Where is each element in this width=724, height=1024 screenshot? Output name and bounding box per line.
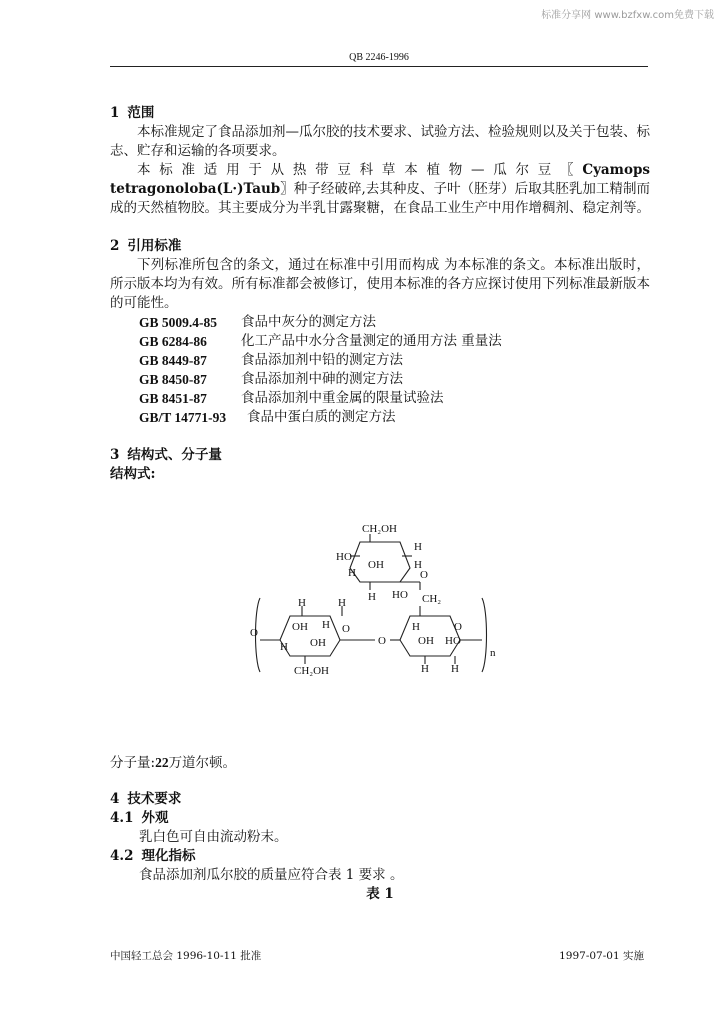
o-label: O	[250, 627, 258, 639]
reference-item	[110, 370, 650, 389]
h-label: H	[280, 641, 288, 653]
oh-label: OH	[418, 635, 434, 647]
scope-text-pre: 本标准适用于从热带豆科草本植物—瓜尔豆〖	[137, 162, 583, 178]
scope-text-post: 〗种子经破碎,去其种皮、子叶（胚芽）后取其胚乳加工精制而成的天然植物胶。其主要成分为半乳甘露聚糖，在食品工业生产中用作增稠剂、稳定剂等。	[110, 181, 650, 216]
subsection-title: 外观	[141, 810, 169, 826]
latin-species-name: Cyamops tetragonoloba(L·)Taub	[110, 162, 650, 197]
reference-item	[110, 313, 650, 332]
spec-text: 食品添加剂瓜尔胶的质量应符合表 1 要求 。	[139, 867, 404, 883]
left-ring	[280, 616, 340, 656]
reference-title: 食品中蛋白质的测定方法	[247, 409, 396, 425]
section-number: 1	[110, 105, 120, 121]
repeat-n-label: n	[490, 647, 496, 659]
watermark: 标准分享网 www.bzfxw.com免费下载	[541, 10, 714, 21]
h-label: H	[298, 597, 306, 609]
references-intro: 下列标准所包含的条文，通过在标准中引用而构成 为本标准的条文。本标准出版时，所示版本均为有效。所有标准都会被修订，使用本标准的各方应探讨使用下列标准最新版本的可能性。	[110, 257, 650, 311]
section-number: 3	[110, 447, 120, 463]
ho-label: HO	[445, 635, 461, 647]
o-label: O	[454, 621, 462, 633]
reference-title: 食品添加剂中铅的测定方法	[241, 352, 403, 368]
reference-code: GB/T 14771-93	[139, 410, 227, 425]
o-label: O	[342, 623, 350, 635]
structural-formula-diagram	[250, 520, 510, 680]
h-label: H	[414, 559, 422, 571]
reference-item	[110, 332, 650, 351]
section-title: 技术要求	[127, 791, 182, 807]
h-label: H	[451, 663, 459, 675]
section-4	[110, 790, 650, 904]
h-label: H	[348, 567, 356, 579]
h-label: H	[338, 597, 346, 609]
oh-label: OH	[368, 559, 384, 571]
scope-paragraph-2	[110, 161, 650, 218]
h-label: H	[322, 619, 330, 631]
mw-value: 22	[155, 755, 169, 770]
footer-approval: 中国轻工总会 1996-10-11 批准	[110, 950, 262, 962]
section-1-heading	[110, 104, 650, 123]
h-label: H	[368, 591, 376, 603]
table-caption: 表 1	[366, 886, 394, 902]
formula-label: 结构式:	[110, 466, 156, 482]
h-label: H	[421, 663, 429, 675]
ch2oh-bottom-label: CH₂OH	[294, 665, 330, 677]
header-rule	[110, 66, 648, 67]
ch2oh-top-label: CH₂OH	[362, 523, 398, 535]
reference-code: GB 8449-87	[139, 353, 207, 368]
reference-title: 食品中灰分的测定方法	[241, 314, 376, 330]
oh-label: OH	[310, 637, 326, 649]
section-number: 4	[110, 791, 120, 807]
subsection-4-2-heading	[110, 847, 650, 866]
reference-code: GB 8450-87	[139, 372, 207, 387]
section-4-heading	[110, 790, 650, 809]
ho-label: HO	[392, 589, 408, 601]
reference-code: GB 6284-86	[139, 334, 207, 349]
page-header: QB 2246-1996	[349, 52, 409, 63]
section-2-heading	[110, 237, 650, 256]
ho-label: HO	[336, 551, 352, 563]
appearance-text: 乳白色可自由流动粉末。	[139, 829, 288, 845]
footer-implementation: 1997-07-01 实施	[559, 950, 644, 962]
o-label: O	[378, 635, 386, 647]
h-label: H	[412, 621, 420, 633]
reference-title: 食品添加剂中砷的测定方法	[241, 371, 403, 387]
reference-item	[110, 351, 650, 370]
reference-item	[110, 408, 650, 427]
subsection-4-1-heading	[110, 809, 650, 828]
o-label: O	[420, 569, 428, 581]
mw-unit: 万道尔顿。	[168, 755, 237, 771]
section-title: 范围	[127, 105, 155, 121]
h-label: H	[414, 541, 422, 553]
scope-paragraph-1: 本标准规定了食品添加剂—瓜尔胶的技术要求、试验方法、检验规则以及关于包装、标志、贮存和运输的各项要求。	[110, 124, 650, 159]
reference-title: 食品添加剂中重金属的限量试验法	[241, 390, 444, 406]
subsection-number: 4.2	[110, 848, 134, 864]
reference-title: 化工产品中水分含量测定的通用方法 重量法	[241, 333, 502, 349]
subsection-number: 4.1	[110, 810, 134, 826]
mw-label: 分子量:	[110, 755, 156, 771]
subsection-title: 理化指标	[141, 848, 196, 864]
main-content	[110, 104, 650, 484]
section-3-heading	[110, 446, 650, 465]
oh-label: OH	[292, 621, 308, 633]
molecular-weight	[110, 751, 236, 771]
section-title: 引用标准	[127, 238, 182, 254]
reference-code: GB 5009.4-85	[139, 315, 218, 330]
section-number: 2	[110, 238, 120, 254]
reference-code: GB 8451-87	[139, 391, 207, 406]
ch2-label: CH₂	[422, 593, 442, 605]
section-title: 结构式、分子量	[127, 447, 222, 463]
reference-item	[110, 389, 650, 408]
